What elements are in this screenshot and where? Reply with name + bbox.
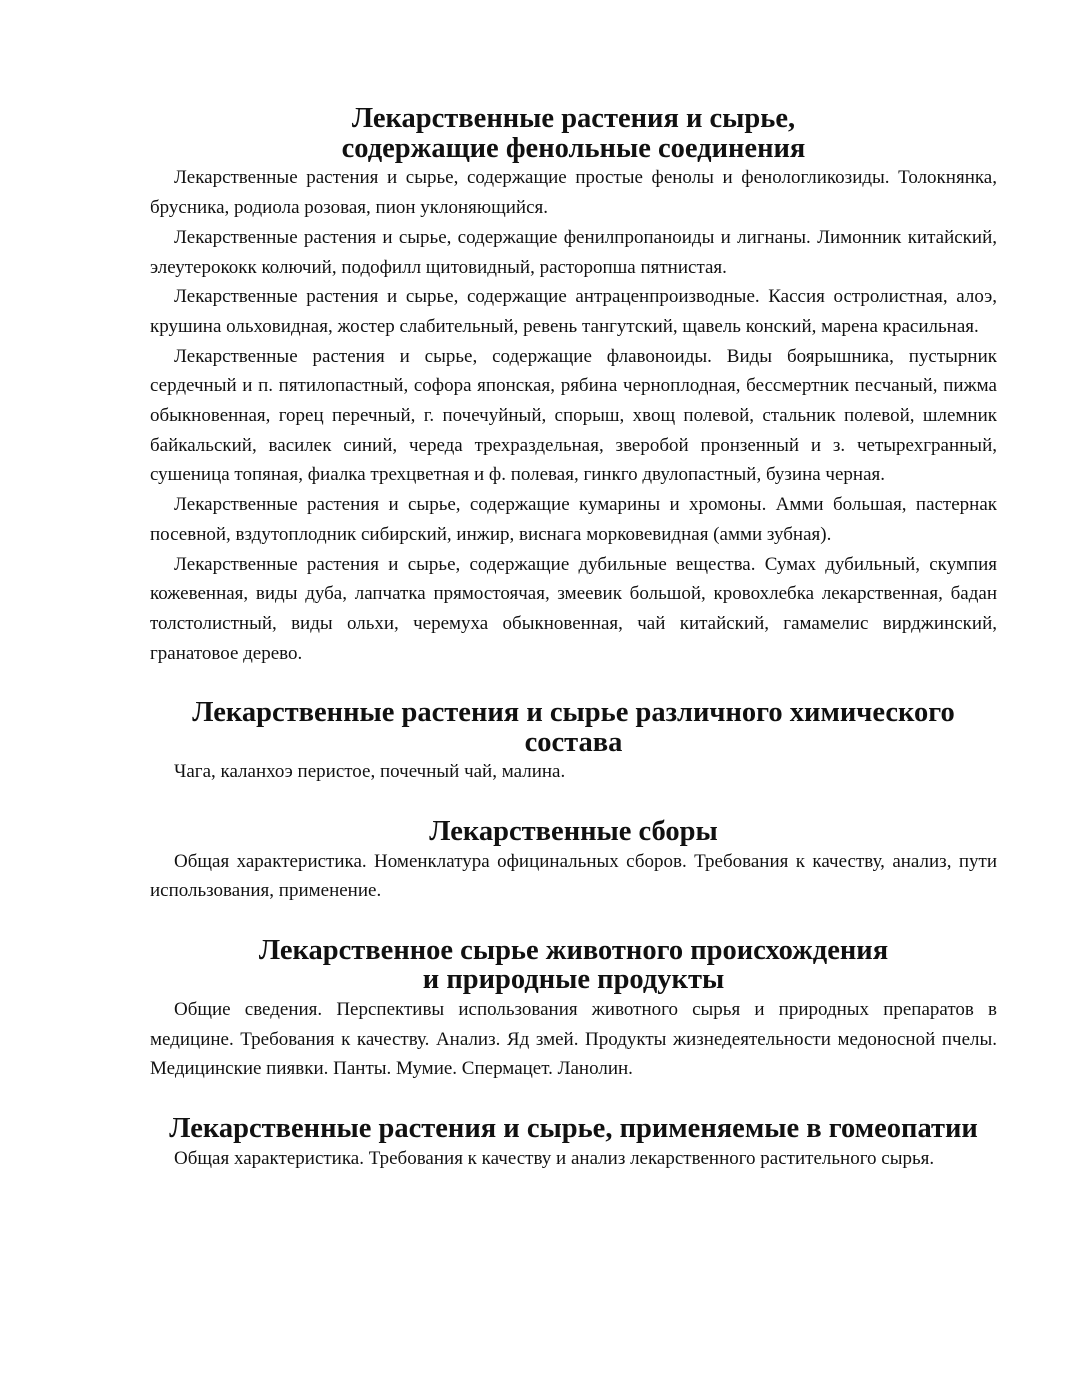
- section-heading: [150, 936, 997, 995]
- section-herbal-collections: [150, 817, 997, 906]
- paragraph: Лекарственные растения и сырье, содержащие простые фенолы и фенологликозиды. Толокнянка, брусника, родиола розовая, пион уклоняющийся.: [150, 167, 997, 219]
- paragraph: Лекарственные растения и сырье, содержащие флавоноиды. Виды боярышника, пустырник сердечный и п. пятилопастный, софора японская, рябина черноплодная, бессмертник песчаный, пижма обыкновенная, горец перечный, г. почечуйный, спорыш, хвощ полевой, стальник полевой, шлемник байкальский, василек синий, череда трехраздельная, зверобой пронзенный и з. четырехгранный, сушеница топяная, фиалка трехцветная и ф. полевая, гинкго двулопастный, бузина черная.: [150, 345, 997, 486]
- section-phenolic-compounds: [150, 104, 997, 668]
- section-various-composition: [150, 698, 997, 787]
- heading-line: Лекарственные растения и сырье,: [351, 103, 796, 134]
- paragraph: Лекарственные растения и сырье, содержащие антраценпроизводные. Кассия остролистная, алоэ, крушина ольховидная, жостер слабительный, ревень тангутский, щавель конский, марена красильная.: [150, 286, 997, 337]
- section-homeopathy: [150, 1114, 997, 1173]
- paragraph: Общие сведения. Перспективы использования животного сырья и природных препаратов в медицине. Требования к качеству. Анализ. Яд змей. Продукты жизнедеятельности медоносной пчелы. Медицинские пиявки. Панты. Мумие. Спермацет. Ланолин.: [150, 999, 997, 1080]
- section-heading: [150, 104, 997, 163]
- paragraph: Лекарственные растения и сырье, содержащие дубильные вещества. Сумах дубильный, скумпия кожевенная, виды дуба, лапчатка прямостоячая, змеевик большой, кровохлебка лекарственная, бадан толстолистный, виды ольхи, черемуха обыкновенная, чай китайский, гамамелис вирджинский, гранатовое дерево.: [150, 553, 997, 664]
- document-page: [150, 104, 997, 1173]
- paragraph: Лекарственные растения и сырье, содержащие кумарины и хромоны. Амми большая, пастернак посевной, вздутоплодник сибирский, инжир, виснага морковевидная (амми зубная).: [150, 494, 997, 545]
- paragraph: Чага, каланхоэ перистое, почечный чай, малина.: [174, 761, 566, 783]
- paragraph: Лекарственные растения и сырье, содержащие фенилпропаноиды и лигнаны. Лимонник китайский, элеутерококк колючий, подофилл щитовидный, расторопша пятнистая.: [150, 226, 997, 278]
- heading-line: Лекарственные сборы: [429, 815, 718, 847]
- heading-line: Лекарственное сырье животного происхождения: [258, 934, 889, 966]
- heading-line: Лекарственные растения и сырье различного химического состава: [192, 697, 955, 758]
- heading-line: Лекарственные растения и сырье, применяемые в гомеопатии: [169, 1112, 978, 1144]
- section-heading: [150, 1114, 997, 1144]
- paragraph: Общая характеристика. Требования к качеству и анализ лекарственного растительного сырья.: [174, 1147, 935, 1169]
- section-heading: [150, 817, 997, 847]
- section-heading: [150, 698, 997, 757]
- section-animal-origin: [150, 936, 997, 1085]
- heading-line: содержащие фенольные соединения: [341, 132, 806, 164]
- heading-line: и природные продукты: [422, 964, 725, 996]
- paragraph: Общая характеристика. Номенклатура официнальных сборов. Требования к качеству, анализ, пути использования, применение.: [150, 850, 997, 902]
